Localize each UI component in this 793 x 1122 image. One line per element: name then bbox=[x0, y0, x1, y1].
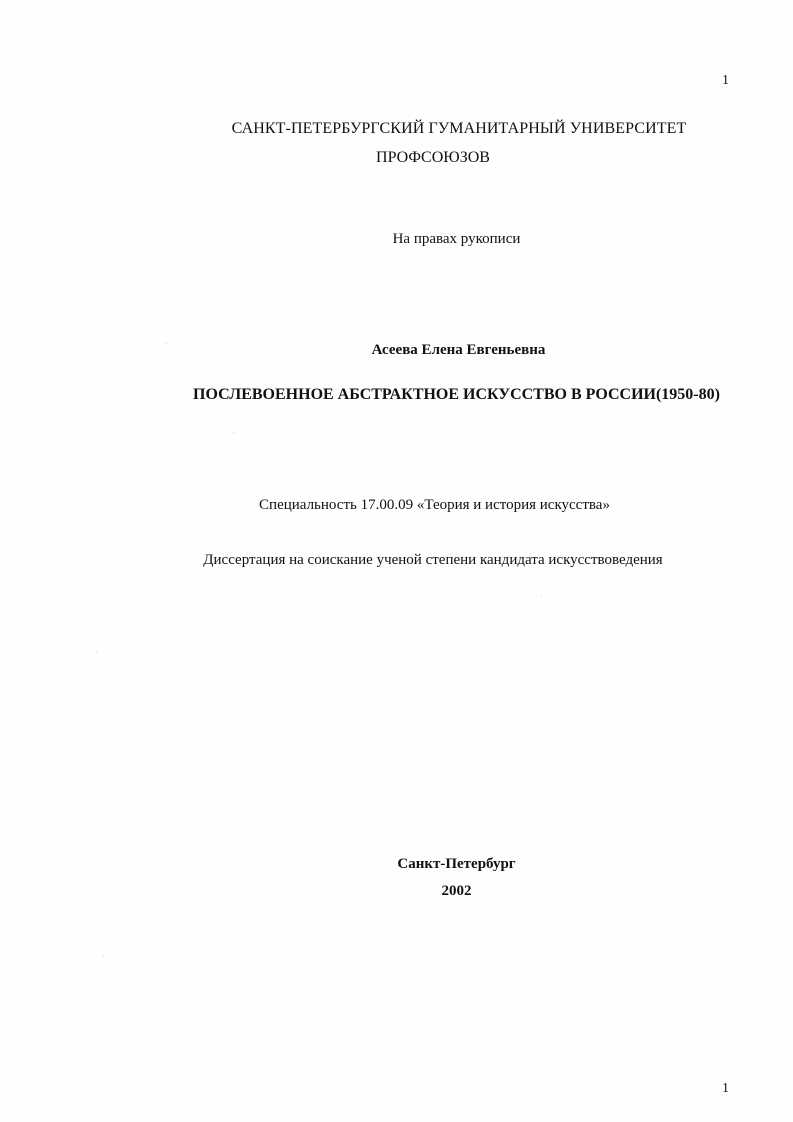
scan-speck bbox=[103, 956, 104, 957]
author-name: Асеева Елена Евгеньевна bbox=[371, 342, 546, 358]
degree-line: Диссертация на соискание ученой степени кандидата искусствоведения bbox=[203, 552, 663, 568]
city: Санкт-Петербург bbox=[397, 856, 516, 872]
year: 2002 bbox=[441, 883, 472, 899]
scan-speck bbox=[541, 596, 542, 597]
specialty-line: Специальность 17.00.09 «Теория и история искусства» bbox=[259, 497, 610, 513]
university-name-line1: САНКТ-ПЕТЕРБУРГСКИЙ ГУМАНИТАРНЫЙ УНИВЕРСИТЕТ bbox=[231, 120, 687, 137]
dissertation-title: ПОСЛЕВОЕННОЕ АБСТРАКТНОЕ ИСКУССТВО В РОССИИ(1950-80) bbox=[193, 386, 720, 403]
manuscript-note: На правах рукописи bbox=[392, 231, 521, 247]
university-name-line2: ПРОФСОЮЗОВ bbox=[376, 149, 490, 166]
scan-speck bbox=[233, 432, 234, 433]
scan-speck bbox=[166, 343, 167, 344]
page-number-top: 1 bbox=[722, 73, 729, 88]
scan-speck bbox=[96, 651, 97, 652]
page-number-bottom: 1 bbox=[722, 1081, 729, 1096]
